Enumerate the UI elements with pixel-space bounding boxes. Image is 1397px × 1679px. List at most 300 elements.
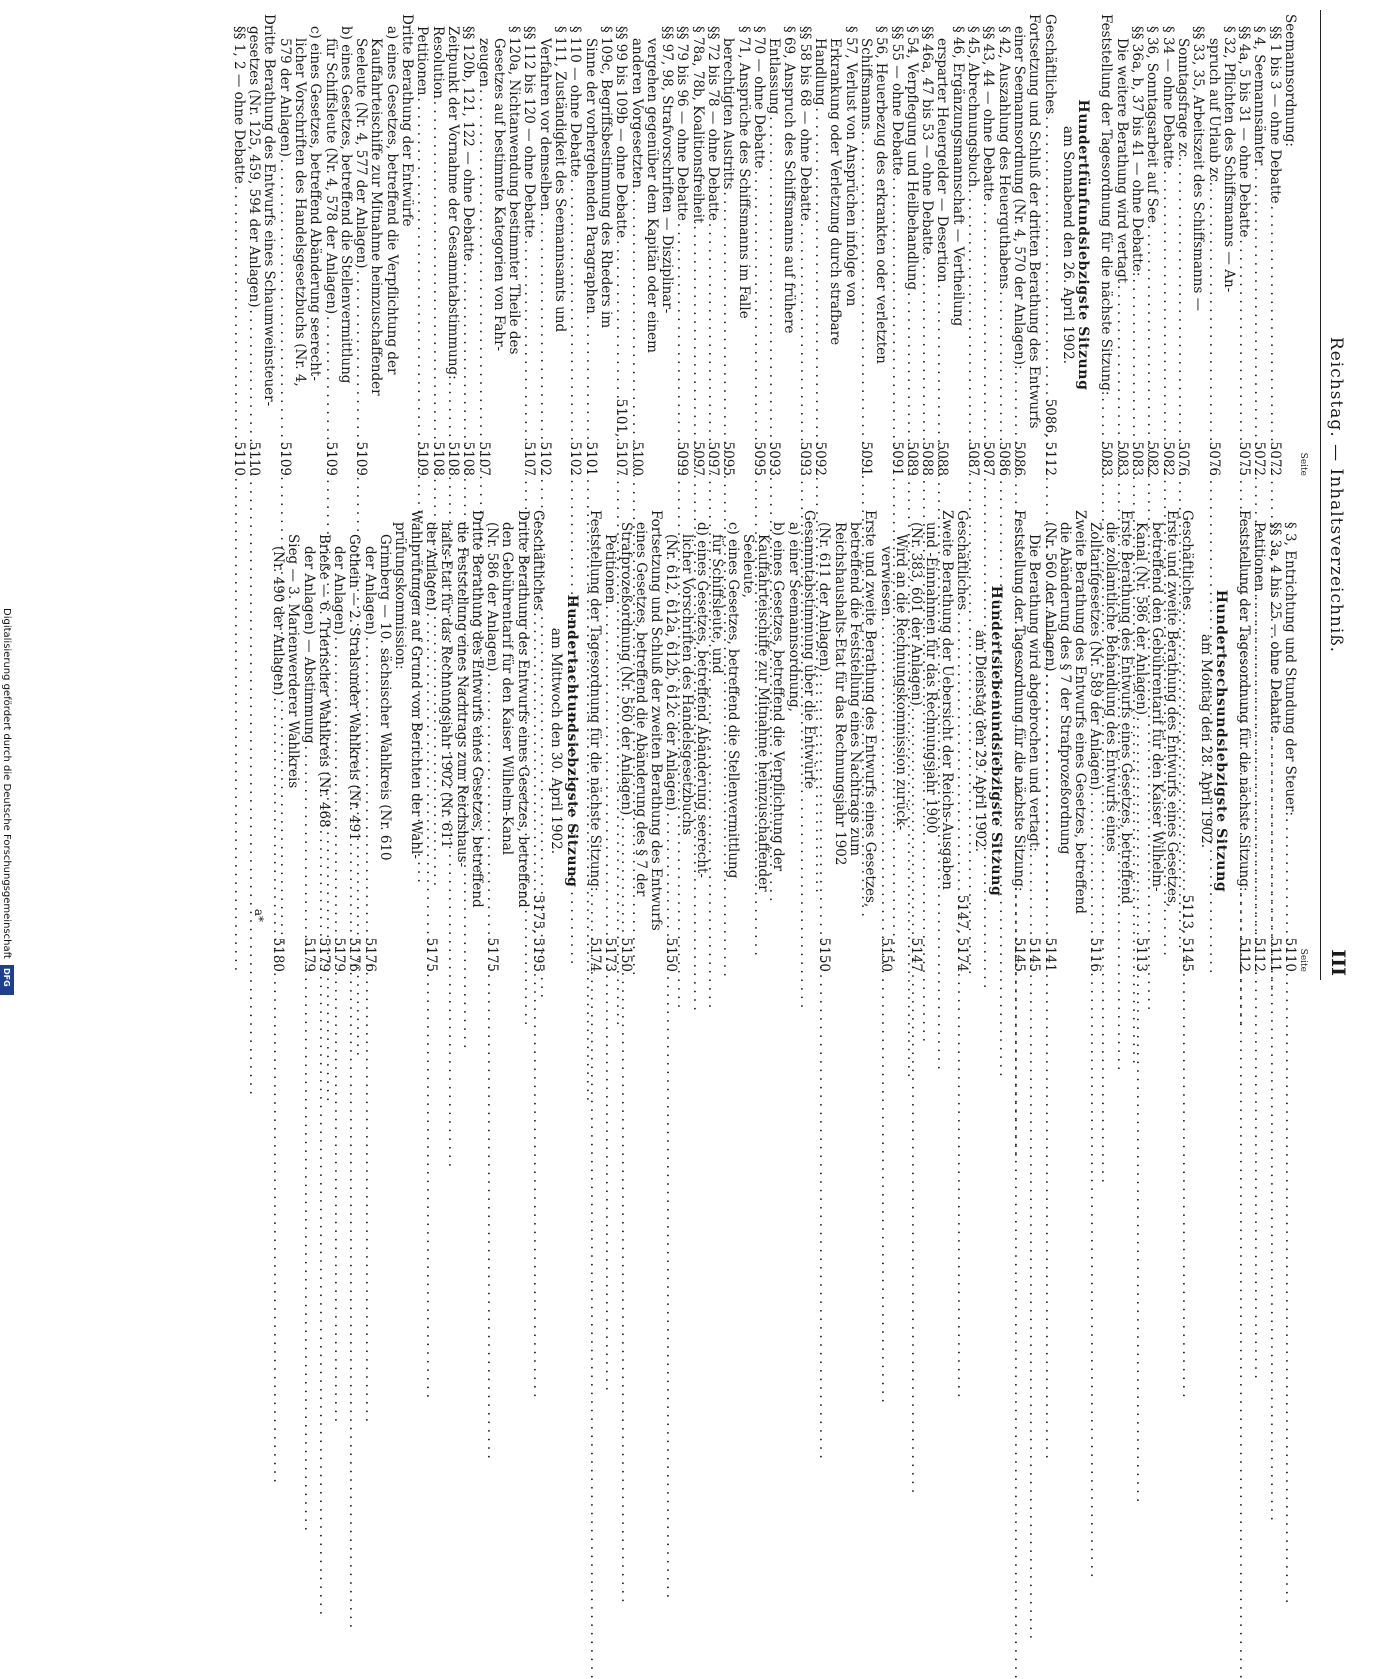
entry-text: Feststellung der Tagesordnung für die nächste Sitzung:	[1098, 14, 1115, 396]
index-entry	[1179, 510, 1194, 972]
index-entry	[602, 510, 617, 972]
index-line: b) eines Gesetzes, betreffend die Verpflichtung der	[770, 522, 787, 872]
entry-text: §§ 43, 44 — ohne Debatte	[980, 26, 997, 201]
entry-page-ref: 5072	[1266, 441, 1283, 476]
index-entry	[816, 510, 831, 972]
index-line: betreffend die Feststellung eines Nachtrags zum	[846, 522, 863, 856]
entry-page-ref: 5110	[1282, 937, 1298, 972]
entry-page-ref: 5076	[1205, 441, 1222, 476]
index-entry	[1041, 14, 1056, 476]
index-entry	[705, 14, 720, 476]
leader-dots	[484, 673, 499, 935]
index-line: Wahlprüfungen auf Grund von Berichten der Wahl-	[407, 510, 424, 859]
index-entry	[1129, 14, 1144, 476]
leader-dots	[904, 292, 919, 440]
leader-dots	[1266, 735, 1281, 935]
right-column	[250, 510, 1307, 972]
leader-dots	[1251, 167, 1266, 439]
index-line: §§ 97, 98, Strafvorschriften — Disziplinar-	[659, 26, 676, 314]
entry-page-ref: 5091	[888, 441, 905, 476]
entry-page-ref: 5099	[674, 441, 691, 476]
index-entry	[1026, 510, 1041, 972]
entry-text: spruch auf Urlaub zc.	[1205, 38, 1222, 187]
leader-dots	[331, 637, 346, 936]
entry-text: Kanal (Nr. 586 der Anlagen)	[1133, 522, 1150, 715]
index-entry	[904, 14, 919, 476]
entry-page-ref: 5111	[1266, 937, 1283, 972]
leader-dots	[521, 240, 536, 440]
index-line: Dritte Berathung der Entwürfe	[399, 14, 416, 227]
entry-text: berechtigten Austritts	[720, 38, 737, 190]
index-line: Fortsetzung und Schluß der zweiten Berathung des Entwurfs	[648, 510, 665, 931]
entry-page-ref: 5095	[750, 441, 767, 476]
index-entry	[460, 14, 475, 476]
entry-page-ref: 5110	[230, 441, 247, 476]
entry-page-ref: 5113	[1133, 937, 1150, 972]
entry-text: § 54, Verpflegung und Heilbehandlung	[903, 26, 920, 291]
entry-text: Petitionen	[414, 26, 431, 96]
leader-dots	[460, 263, 475, 440]
index-entry	[812, 14, 827, 476]
seite-label: Seite	[1298, 948, 1308, 972]
entry-page-ref: 5088	[919, 441, 936, 476]
entry-page-ref: 5147	[908, 937, 925, 972]
index-entry	[908, 510, 923, 972]
leader-dots	[816, 673, 831, 935]
leader-dots	[1179, 612, 1194, 892]
index-line: Erste Berathung des Entwurfs eines Gesetzes, betreffend	[1118, 510, 1135, 904]
entry-text: Geschäftliches	[954, 510, 971, 611]
leader-dots	[445, 382, 460, 440]
index-entry	[346, 510, 361, 972]
leader-dots	[663, 813, 678, 936]
entry-page-ref: 5102	[536, 441, 553, 476]
index-entry	[484, 510, 499, 972]
entry-text: Feststellung der Tagesordnung für die nächste Sitzung:	[1010, 510, 1027, 892]
leader-dots	[1129, 278, 1144, 439]
index-line: § 56, Heuerbezug des erkrankten oder verletzten	[873, 26, 890, 364]
entry-page-ref: 5145	[1010, 937, 1027, 972]
index-line: Gesetzes auf bestimmte Kategorien von Fahr-	[490, 38, 507, 352]
entry-text: §§ 99 bis 109b — ohne Debatte	[613, 26, 630, 239]
index-line: Kauffahrteischiffe zur Mitnahme heimzuschaffender	[755, 534, 772, 892]
entry-text: Sonntagsfrage zc.	[1174, 38, 1191, 162]
index-line: die zollamtliche Behandlung des Entwurfs eines	[1102, 522, 1119, 852]
index-line: c) eines Gesetzes, betreffend Abänderung seerecht-	[307, 26, 324, 381]
leader-dots	[361, 637, 376, 936]
index-entry	[1175, 14, 1190, 476]
index-line: a) einer Seemannsordnung,	[785, 522, 802, 712]
index-entry	[663, 510, 678, 972]
entry-page-ref: 5141	[1041, 937, 1058, 972]
leader-dots	[812, 108, 827, 440]
entry-page-ref: 5097	[705, 441, 722, 476]
leader-dots	[530, 612, 545, 892]
entry-text: § 70 — ohne Debatte	[750, 26, 767, 169]
entry-page-ref: 5179	[300, 937, 317, 972]
index-entry	[536, 14, 551, 476]
leader-dots	[934, 284, 949, 439]
entry-text: Geschäftliches	[530, 510, 547, 611]
session-heading: Hundertsechsundsiebzigste Sitzung	[1212, 589, 1229, 893]
leader-dots	[270, 697, 285, 935]
index-entry	[331, 510, 346, 972]
entry-text: für Schiffsleute (Nr. 4, 578 der Anlagen)	[322, 38, 339, 315]
index-line: Dritte Berathung des Entwurfs eines Schaumweinsteuer-	[261, 14, 278, 407]
leader-dots	[353, 271, 368, 440]
index-entry	[429, 14, 444, 476]
entry-page-ref: 5076	[1174, 441, 1191, 476]
session-heading: Hundertfünfundsiebzigste Sitzung	[1075, 99, 1092, 391]
index-entry	[965, 14, 980, 476]
index-entry	[628, 14, 643, 476]
entry-text: Sinne der vorhergehenden Paragraphen	[582, 38, 599, 314]
entry-page-ref: 5180	[270, 937, 286, 972]
leader-dots	[1133, 717, 1148, 936]
entry-text: (Nr. 383, 601 der Anlagen)	[908, 522, 925, 706]
index-line: Fortsetzung und Schluß der dritten Berathung des Entwurfs	[1026, 14, 1043, 429]
entry-page-ref: 5086	[995, 441, 1012, 476]
index-entry	[475, 14, 490, 476]
session-date: am Mittwoch den 30. April 1902.	[548, 627, 565, 855]
entry-text: 579 der Anlagen)	[276, 38, 293, 157]
index-entry	[1205, 14, 1220, 476]
seite-label: Seite	[1298, 452, 1308, 476]
index-line: §§ 33, 35, Arbeitszeit des Schiffsmanns —	[1190, 26, 1207, 312]
index-entry	[766, 14, 781, 476]
session-heading: Hundertachtundsiebzigste Sitzung	[563, 594, 580, 888]
index-entry	[1098, 14, 1113, 476]
entry-text: Entlassung	[766, 38, 783, 115]
entry-text: Feststellung der Tagesordnung für die nächste Sitzung:	[1236, 510, 1253, 892]
entry-page-ref: 5072	[1251, 441, 1268, 476]
leader-dots	[1041, 673, 1056, 935]
index-line: § 120a, Nichtanwendung bestimmter Theile des	[506, 26, 523, 355]
index-line: betreffend den Gebührentarif für den Kaiser Wilhelm-	[1148, 522, 1165, 892]
left-column	[231, 14, 1307, 476]
index-line: Zweite Berathung des Entwurfs eines Gesetzes, betreffend	[1072, 510, 1089, 914]
entry-page-ref: 5093	[766, 441, 783, 476]
index-entry	[751, 14, 766, 476]
index-entry	[1159, 14, 1174, 476]
index-entry	[1113, 14, 1128, 476]
entry-page-ref: 5088	[934, 441, 951, 476]
entry-page-ref: 5109	[414, 441, 431, 476]
entry-text: verwiesen	[877, 546, 894, 616]
entry-text: §§ 120b, 121, 122 — ohne Debatte	[460, 26, 477, 262]
entry-text: Die Berathung wird abgebrochen und vertagt:	[1026, 534, 1043, 852]
dfg-logo-text: DFG	[2, 968, 11, 987]
leader-dots	[954, 612, 969, 892]
index-entry	[1236, 14, 1251, 476]
index-entry	[613, 14, 628, 476]
index-entry	[276, 14, 291, 476]
entry-text: Feststellung der Tagesordnung für die nächste Sitzung:	[586, 510, 603, 892]
leader-dots	[877, 618, 892, 936]
entry-text: einer Seemannsordnung (Nr. 4, 570 der Anlagen):	[1010, 26, 1027, 370]
index-entry	[877, 510, 892, 972]
leader-dots	[602, 605, 617, 935]
entry-page-ref: 5083	[1129, 441, 1146, 476]
leader-dots	[1087, 792, 1102, 935]
index-line: Grimberg — 10. sächsischer Wahlkreis (Nr. 610	[377, 534, 394, 861]
index-entry	[888, 14, 903, 476]
leader-dots	[1159, 170, 1174, 439]
dfg-logo	[0, 965, 14, 995]
index-entry	[521, 14, 536, 476]
index-line: und -Einnahmen für das Rechnungsjahr 1900	[923, 522, 940, 834]
entry-page-ref: 5089	[903, 441, 920, 476]
index-entry	[934, 14, 949, 476]
entry-text: Verfahren vor demselben	[536, 38, 553, 211]
index-line: § 46, Ergänzungsmannschaft — Vertheilung	[949, 26, 966, 327]
leader-dots	[797, 223, 812, 440]
index-line: den Gebührentarif für den Kaiser Wilhelm-Kanal	[499, 522, 516, 856]
entry-page-ref: 5097	[689, 441, 706, 476]
entry-page-ref: 5175	[484, 937, 501, 972]
entry-text: Zolltarifgesetzes (Nr. 589 der Anlagen)	[1087, 522, 1104, 791]
leader-dots	[1113, 285, 1128, 439]
leader-dots	[1236, 893, 1251, 935]
leader-dots	[980, 203, 995, 440]
leader-dots	[689, 225, 704, 439]
entry-text: § 3, Entrichtung und Stundung der Steuer:	[1282, 522, 1298, 817]
index-line: Seeleute,	[739, 534, 756, 598]
entry-page-ref: 5179	[315, 937, 332, 972]
entry-page-ref: 5075	[1236, 441, 1253, 476]
entry-page-ref: 5101, 5107	[613, 398, 630, 476]
leader-dots	[705, 223, 720, 440]
entry-text: Handlung	[812, 38, 829, 106]
running-head-title: Reichstag. — Inhaltsverzeichniß.	[1326, 336, 1346, 654]
index-entry	[1282, 510, 1297, 972]
leader-dots	[1098, 397, 1113, 439]
entry-text: § 110 — ohne Debatte	[567, 26, 584, 178]
index-line: die Abänderung des § 7 der Strafprozeßordnung	[1056, 522, 1073, 855]
entry-page-ref: 5086, 5112	[1041, 398, 1058, 476]
index-line: halts-Etat für das Rechnungsjahr 1902 (Nr. 611	[438, 522, 455, 849]
leader-dots	[628, 190, 643, 440]
index-entry	[1144, 14, 1159, 476]
entry-page-ref: 5108	[429, 441, 446, 476]
index-line: § 69, Anspruch des Schiffsmanns auf frühere	[781, 26, 798, 334]
leader-dots	[720, 191, 735, 439]
index-line: b) eines Gesetzes, betreffend die Stellenvermittlung	[337, 26, 354, 384]
entry-text: §§ 4a, 5 bis 31 — ohne Debatte	[1236, 26, 1253, 238]
entry-text: §§ 72 bis 78 — ohne Debatte	[705, 26, 722, 221]
leader-dots	[919, 257, 934, 440]
index-entry	[858, 14, 873, 476]
leader-dots	[322, 316, 337, 440]
index-entry	[995, 14, 1010, 476]
session-date: am Montag den 28. April 1902.	[1197, 634, 1214, 848]
signature-mark: a*	[251, 908, 266, 922]
index-entry	[322, 14, 337, 476]
entry-page-ref: 5087	[980, 441, 997, 476]
running-head	[1320, 10, 1349, 980]
leader-dots	[858, 132, 873, 440]
entry-page-ref: 5110	[246, 441, 263, 476]
entry-text: Geschäftliches	[1041, 14, 1058, 115]
entry-text: Schiffsmanns	[857, 38, 874, 130]
entry-text: zeugen	[475, 38, 492, 88]
index-entry	[270, 510, 285, 972]
entry-text: der Anlagen) — Abstimmung	[300, 546, 317, 744]
entry-page-ref: 5082	[1144, 441, 1161, 476]
entry-text: Zeitpunkt der Vornahme der Gesammtabstimmung:	[444, 26, 461, 380]
index-entry	[919, 14, 934, 476]
session-date: am Sonnabend den 26. April 1902.	[1059, 125, 1076, 364]
index-entry	[300, 510, 315, 972]
entry-page-ref: 5173	[602, 937, 619, 972]
entry-page-ref: 5175	[422, 937, 439, 972]
index-line: Dritte Berathung des Entwurfs eines Gesetzes, betreffend	[514, 510, 531, 908]
index-entry	[530, 510, 545, 972]
leader-dots	[1144, 225, 1159, 440]
leader-dots	[1236, 239, 1251, 439]
entry-text: Gothein — 2. Stralsunder Wahlkreis (Nr. 491	[346, 534, 363, 841]
index-entry	[689, 14, 704, 476]
entry-page-ref: 5113, 5145	[1179, 894, 1196, 972]
entry-text: der Anlagen)	[331, 546, 348, 635]
entry-page-ref: 5112	[1251, 937, 1268, 972]
index-line: c) eines Gesetzes, betreffend die Stellenvermittlung	[724, 522, 741, 879]
leader-dots	[246, 309, 261, 439]
index-entry	[1251, 510, 1266, 972]
index-line: a) eines Gesetzes, betreffend die Verpflichtung der	[383, 26, 400, 375]
index-entry	[353, 14, 368, 476]
entry-page-ref: 5083	[1113, 441, 1130, 476]
entry-page-ref: 5147, 5174	[954, 894, 971, 972]
index-line: Erste und zweite Berathung des Entwurfs eines Gesetzes,	[1163, 510, 1180, 908]
leader-dots	[1205, 188, 1220, 440]
index-line: § 71, Ansprüche des Schiffsmanns im Falle	[735, 26, 752, 319]
entry-page-ref: 5086	[1010, 441, 1027, 476]
entry-text: § 42, Auszahlung des Heuerguthabens	[995, 26, 1012, 290]
entry-text: (Nr. 611 der Anlagen)	[816, 522, 833, 672]
leader-dots	[617, 817, 632, 935]
entry-page-ref: 5108	[444, 441, 461, 476]
leader-dots	[888, 177, 903, 439]
entry-text: § 36, Sonntagsarbeit auf See	[1144, 26, 1161, 224]
leader-dots	[536, 213, 551, 440]
entry-page-ref: 5179	[331, 937, 348, 972]
entry-text: Brieße — 6. Trierischer Wahlkreis (Nr. 468	[315, 534, 332, 828]
index-entry	[246, 14, 261, 476]
entry-text: (Nr. 612, 612a, 612b, 612c der Anlagen)	[663, 534, 680, 811]
leader-dots	[414, 97, 429, 439]
index-line: § 109c, Begriffsbestimmung des Rheders im	[597, 26, 614, 329]
index-line: Zweite Berathung der Uebersicht der Reichs-Ausgaben	[938, 510, 955, 890]
leader-dots	[587, 893, 602, 935]
entry-text: §§ 112 bis 120 — ohne Debatte	[521, 26, 538, 239]
index-entry	[797, 14, 812, 476]
entry-text: Die weitere Berathung wird vertagt	[1113, 38, 1130, 284]
leader-dots	[1282, 818, 1297, 936]
index-line: § 57, Verlust von Ansprüchen infolge von	[842, 26, 859, 307]
entry-text: Resolution	[429, 26, 446, 99]
leader-dots	[674, 223, 689, 440]
index-entry	[1011, 14, 1026, 476]
entry-page-ref: 5107	[475, 441, 492, 476]
index-line: § 111, Zuständigkeit des Seemannsamts und	[552, 26, 569, 333]
index-entry	[1011, 510, 1026, 972]
entry-text: §§ 55 — ohne Debatte	[888, 26, 905, 176]
index-entry	[582, 14, 597, 476]
entry-text: §§ 1 bis 3 — ohne Debatte	[1266, 26, 1283, 204]
entry-page-ref: 5150	[617, 937, 634, 972]
index-entry	[980, 14, 995, 476]
index-entry	[1266, 14, 1281, 476]
entry-page-ref: 5112	[1236, 937, 1253, 972]
entry-text: § 34 — ohne Debatte	[1159, 26, 1176, 169]
rotated-index-page	[90, 10, 1349, 980]
entry-text: gesetzes (Nr. 125, 459, 594 der Anlagen)	[246, 26, 263, 308]
entry-page-ref: 5109	[276, 441, 293, 476]
entry-text: Petitionen	[602, 534, 619, 604]
entry-page-ref: 5087	[965, 441, 982, 476]
entry-page-ref: 5108	[460, 441, 477, 476]
entry-text: der Anlagen)	[422, 522, 439, 611]
entry-page-ref: 5150	[663, 937, 680, 972]
index-entry	[674, 14, 689, 476]
leader-dots	[567, 179, 582, 440]
index-line: die Feststellung eines Nachtrags zum Reichshaus-	[453, 522, 470, 868]
entry-page-ref: 5150	[816, 937, 833, 972]
leader-dots	[751, 170, 766, 439]
leader-dots	[908, 708, 923, 936]
entry-text: (Nr. 560 der Anlagen)	[1041, 522, 1058, 672]
index-entry	[720, 14, 735, 476]
leader-dots	[1041, 116, 1056, 396]
index-line: § 32, Pflichten des Schiffsmanns — An-	[1220, 26, 1237, 293]
index-line: Dritte Berathung des Entwurfs eines Gesetzes, betreffend	[468, 510, 485, 908]
index-line: Sieg — 3. Marienwerderer Wahlkreis	[285, 534, 302, 789]
leader-dots	[995, 291, 1010, 439]
index-entry	[1266, 510, 1281, 972]
entry-text: Petitionen	[1251, 522, 1268, 592]
index-entry	[1041, 510, 1056, 972]
entry-page-ref: 5176	[361, 937, 378, 972]
index-entry	[1236, 510, 1251, 972]
index-line: licher Vorschriften des Handelsgesetzbuchs (Nr. 4,	[292, 38, 308, 387]
leader-dots	[1011, 372, 1026, 440]
entry-text: Strafprozeßordnung (Nr. 560 der Anlagen)	[617, 522, 634, 816]
entry-page-ref: 5175, 5195	[530, 894, 547, 972]
session-heading: Hundertsiebenundsiebzigste Sitzung	[987, 585, 1004, 897]
entry-page-ref: 5150	[877, 937, 894, 972]
entry-text: Seeleute (Nr. 4, 577 der Anlagen)	[353, 38, 370, 269]
entry-text: Geschäftliches	[1179, 510, 1196, 611]
entry-page-ref: 5092	[812, 441, 829, 476]
entry-text: §§ 79 bis 96 — ohne Debatte	[674, 26, 691, 221]
entry-page-ref: 5102	[567, 441, 584, 476]
index-line: für Schiffsleute, und	[709, 534, 726, 674]
leader-dots	[1266, 206, 1281, 440]
leader-dots	[613, 240, 628, 397]
page-number: III	[1327, 949, 1349, 976]
index-line: licher Vorschriften des Handelsgesetzbuchs	[678, 534, 695, 835]
entry-page-ref: 5100	[628, 441, 645, 476]
entry-text: der Anlagen)	[361, 546, 378, 635]
entry-page-ref: 5082	[1159, 441, 1176, 476]
entry-page-ref: 5083	[1098, 441, 1115, 476]
index-line: Wird an die Rechnungskommission zurück-	[892, 534, 909, 831]
entry-page-ref: 5109	[353, 441, 370, 476]
entry-text: §§ 36a, b, 37 bis 41 — ohne Debatte:	[1129, 26, 1146, 277]
entry-text: § 4, Seemannsämter	[1251, 26, 1268, 166]
leader-dots	[300, 746, 315, 936]
